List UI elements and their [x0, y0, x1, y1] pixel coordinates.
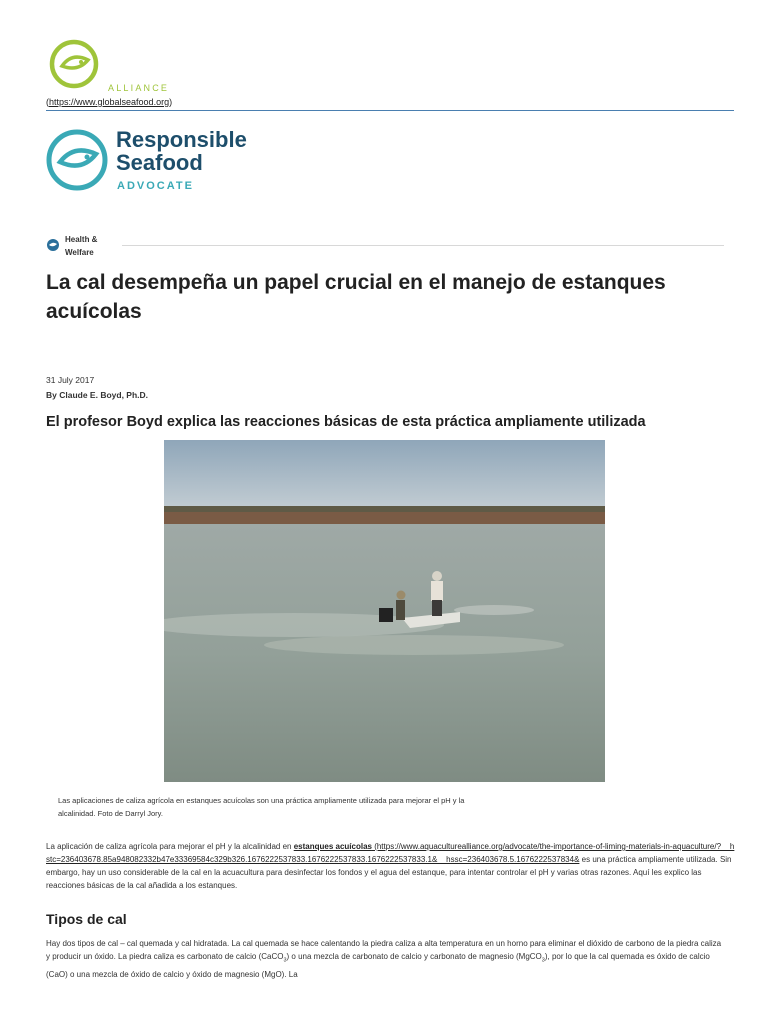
body-paragraph-2 — [46, 937, 726, 981]
paren-close: ) — [169, 97, 173, 107]
article-author: By Claude E. Boyd, Ph.D. — [46, 390, 149, 400]
rsa-logo-line1: Responsible — [116, 127, 247, 152]
rsa-ring-icon — [49, 132, 105, 188]
body-paragraph-1 — [46, 840, 736, 892]
category-line2: Welfare — [65, 248, 94, 257]
paren-open: ( — [46, 97, 49, 107]
para2-text-c: ), por lo que la cal quemada es óxido de calcio (CaO) o una mezcla de óxido de calcio y óxido de magnesio (MgO). La — [46, 952, 710, 979]
gsa-url-line — [46, 97, 172, 107]
category-line1: Health & — [65, 235, 98, 244]
article-date: 31 July 2017 — [46, 375, 95, 385]
para1-text-a: La aplicación de caliza agrícola para mejorar el pH y la alcalinidad en — [46, 842, 294, 851]
article-subtitle: El profesor Boyd explica las reacciones básicas de esta práctica ampliamente utilizada — [46, 414, 646, 430]
fish-icon — [62, 57, 88, 68]
rsa-logo-line3: ADVOCATE — [117, 180, 194, 192]
estanques-link[interactable]: estanques acuícolas — [293, 842, 372, 851]
para2-sub-1: 3 — [283, 957, 287, 964]
rsa-logo-line2: Seafood — [116, 150, 203, 175]
pond-photo — [164, 440, 605, 782]
category-link[interactable] — [65, 233, 97, 259]
gsa-url-link[interactable]: https://www.globalseafood.org — [49, 97, 170, 107]
para2-text-a: Hay dos tipos de cal – cal quemada y cal hidratada. La cal quemada se hace calentando la piedra caliza a alta temperatura en un horno para eliminar el dióxido de carbono de la piedra caliza y producir un óxido. La piedra caliza es carbonato de calcio (CaCO — [46, 939, 722, 961]
section-heading: Tipos de cal — [46, 911, 127, 927]
gsa-alliance-logo[interactable] — [48, 38, 188, 96]
fish-icon — [60, 150, 96, 165]
para1-text-b: es una práctica ampliamente utilizada. Sin embargo, hay un uso considerable de la cal en la acuacultura para desinfectar los fondos y el agua del estanque, para intentar controlar el pH y varias otras razones. Aquí les explico las reacciones básicas de la cal añadida a los estanques. — [46, 855, 732, 890]
para2-text-b: ) o una mezcla de carbonato de calcio y carbonato de magnesio (MgCO — [286, 952, 542, 961]
photo-caption: Las aplicaciones de caliza agrícola en estanques acuícolas son una práctica ampliamente utilizada para mejorar el pH y la alcalinidad. Foto de Darryl Jory. — [58, 796, 465, 818]
header-divider — [46, 110, 734, 111]
category-divider — [122, 245, 724, 246]
gsa-ring-icon — [52, 42, 96, 86]
gsa-logo-text: ALLIANCE — [108, 83, 170, 93]
estanques-url-link[interactable]: (https://www.aquaculturealliance.org/advocate/the-importance-of-liming-materials-in-aquaculture/?__hstc=236403678.85a948082332b47e33369584c329b326.1676222537833.1676222537833.1676222537833.1&__hssc=236403678.5.1676222537834& — [46, 842, 735, 864]
category-fish-icon — [46, 238, 60, 252]
responsible-seafood-advocate-logo[interactable] — [46, 126, 286, 196]
para2-sub-2: 3 — [541, 957, 545, 964]
article-title: La cal desempeña un papel crucial en el manejo de estanques acuícolas — [46, 271, 666, 323]
